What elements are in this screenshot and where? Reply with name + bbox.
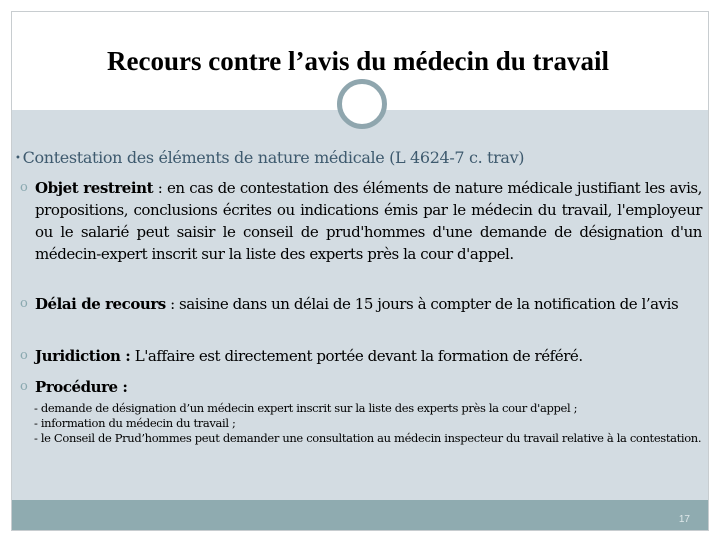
- decorative-circle-icon: [337, 79, 387, 129]
- list-item-objet: [20, 177, 702, 265]
- item-text: : saisine dans un délai de 15 jours à compter de la notification de l’avis: [165, 295, 679, 313]
- item-text: : en cas de contestation des éléments de nature médicale justifiant les avis, propositions, conclusions écrites ou indications émis par le médecin du travail, l'employeur ou le salarié peut saisir le conseil de prud'hommes d'une demande de désignation d'un médecin-expert inscrit sur la liste des experts près la cour d'appel.: [35, 179, 702, 263]
- list-item-procedure: [20, 376, 702, 398]
- circle-bullet-icon: o: [20, 379, 28, 394]
- list-item-juridiction: [20, 345, 702, 367]
- page-number: 17: [678, 514, 690, 525]
- procedure-line: - information du médecin du travail ;: [34, 416, 236, 430]
- list-item-delai: [20, 293, 702, 315]
- item-label: Procédure :: [35, 378, 128, 396]
- dot-bullet-icon: •: [15, 153, 21, 164]
- procedure-details: [34, 401, 702, 446]
- procedure-line: - le Conseil de Prud’hommes peut demander une consultation au médecin inspecteur du travail relative à la contestation.: [34, 431, 702, 445]
- footer-bar: [12, 500, 708, 530]
- lead-bullet: [15, 148, 524, 167]
- procedure-line: - demande de désignation d’un médecin expert inscrit sur la liste des experts près la cour d'appel ;: [34, 401, 578, 415]
- circle-bullet-icon: o: [20, 180, 28, 195]
- circle-bullet-icon: o: [20, 348, 28, 363]
- item-label: Délai de recours: [35, 295, 166, 313]
- lead-text: Contestation des éléments de nature médicale (L 4624-7 c. trav): [22, 148, 525, 167]
- item-label: Objet restreint: [35, 179, 154, 197]
- item-text: L'affaire est directement portée devant la formation de référé.: [130, 347, 583, 365]
- item-label: Juridiction :: [35, 347, 131, 365]
- circle-bullet-icon: o: [20, 296, 28, 311]
- slide-title: Recours contre l’avis du médecin du travail: [107, 46, 609, 76]
